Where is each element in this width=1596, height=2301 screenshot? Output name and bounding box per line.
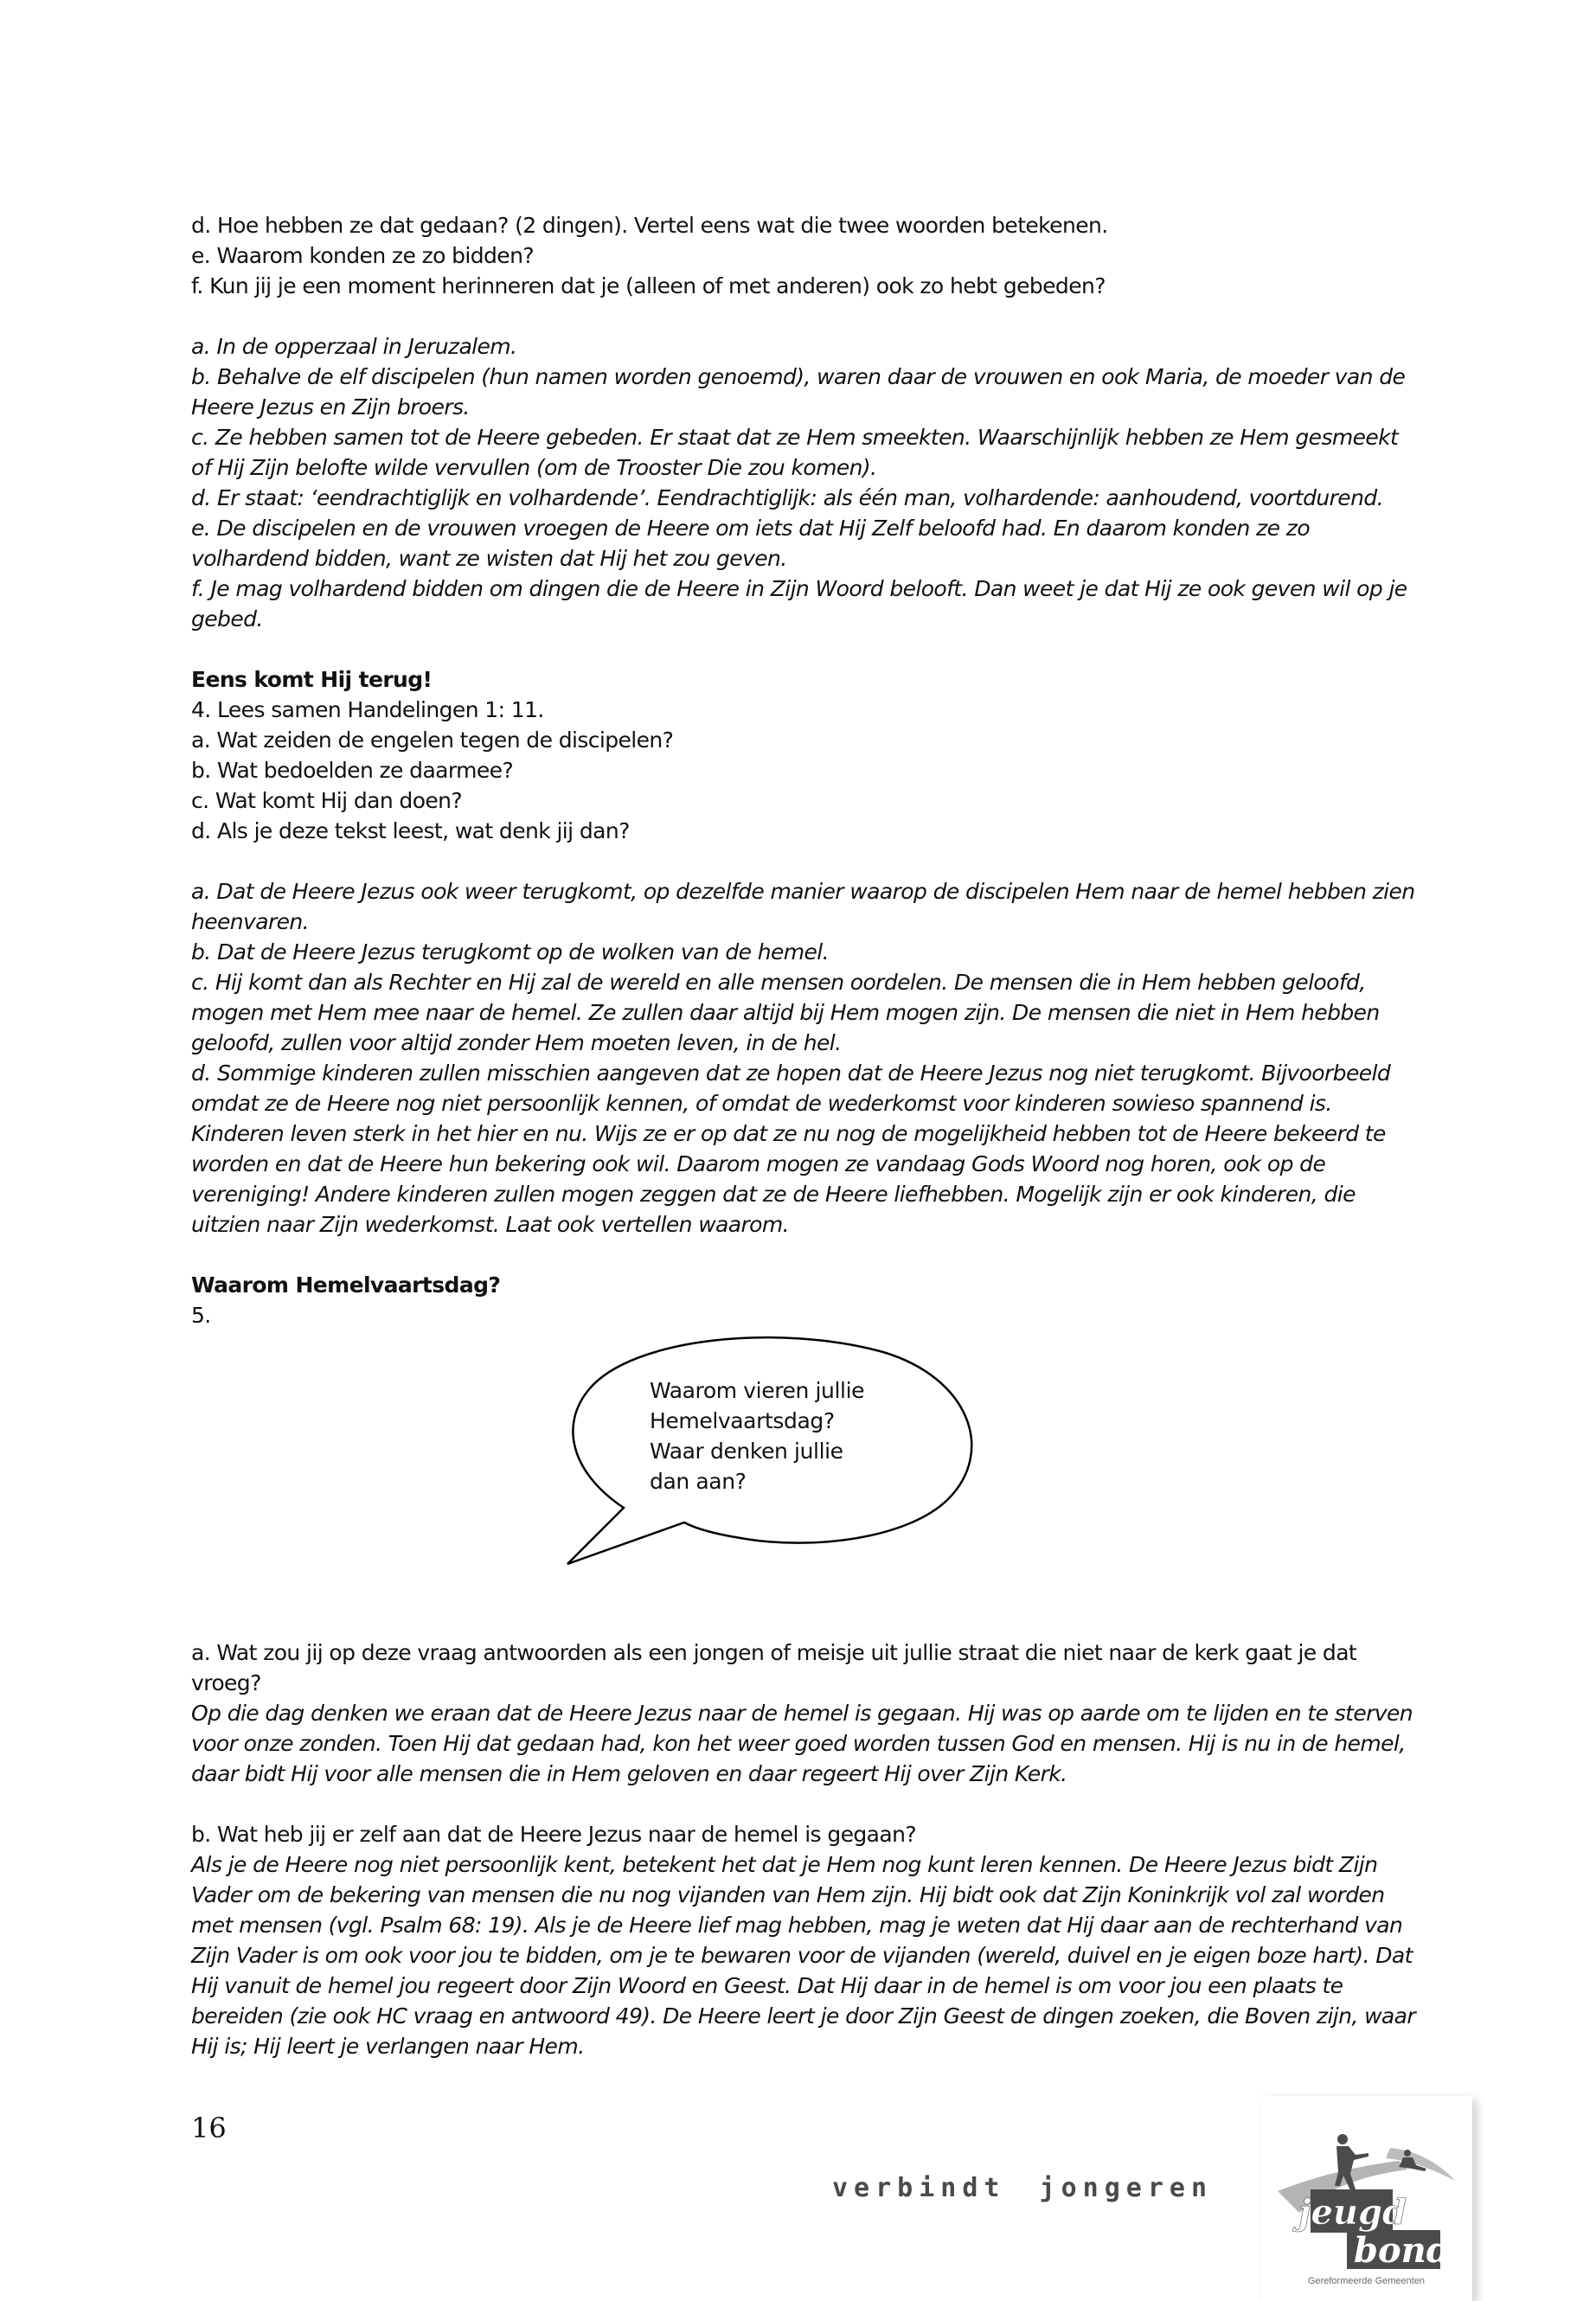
answer-line: Op die dag denken we eraan dat de Heere Jezus naar de hemel is gegaan. Hij was op aarde om te lijden en te sterven voor onze zonden. Toen Hij dat gedaan had, kon het weer goed worden tussen God en mensen. Hij is nu in de hemel, daar bidt Hij voor alle mensen die in Hem geloven en daar regeert Hij over Zijn Kerk. — [191, 1701, 1413, 1786]
logo-subtitle: Gereformeerde Gemeenten — [1307, 2276, 1426, 2286]
bubble-text — [650, 1375, 909, 1497]
answer-line: e. De discipelen en de vrouwen vroegen de Heere om iets dat Hij Zelf beloofd had. En daarom konden ze zo volhardend bidden, want ze wisten dat Hij het zou geven. — [191, 516, 1311, 571]
logo-word-bond: bond — [1354, 2230, 1451, 2271]
question-line: b. Wat bedoelden ze daarmee? — [191, 758, 514, 783]
answer-line: a. In de opperzaal in Jeruzalem. — [191, 334, 517, 359]
jeugdbond-logo — [1260, 2096, 1472, 2301]
speech-bubble — [554, 1330, 987, 1590]
bubble-line: Hemelvaartsdag? — [650, 1408, 835, 1433]
question-line: d. Hoe hebben ze dat gedaan? (2 dingen). Vertel eens wat die twee woorden betekenen. — [191, 213, 1108, 238]
answer-line: Als je de Heere nog niet persoonlijk kent, betekent het dat je Hem nog kunt leren kennen. De Heere Jezus bidt Zijn Vader om de bekering van mensen die nu nog vijanden van Hem zijn. Hij bidt ook dat Zijn Koninkrijk vol zal worden met mensen (vgl. Psalm 68: 19). Als je de Heere lief mag hebben, mag je weten dat Hij daar aan de rechterhand van Zijn Vader is om ook voor jou te bidden, om je te bewaren voor de vijanden (wereld, duivel en je eigen boze hart). Dat Hij vanuit de hemel jou regeert door Zijn Woord en Geest. Dat Hij daar in de hemel is om voor jou een plaats te bereiden (zie ook HC vraag en antwoord 49). De Heere leert je door Zijn Geest de dingen zoeken, die Boven zijn, waar Hij is; Hij leert je verlangen naar Hem. — [191, 1852, 1416, 2059]
spacer — [191, 846, 1420, 876]
page-number: 16 — [191, 2112, 227, 2144]
footer-tagline: verbindt jongeren — [832, 2173, 1214, 2203]
exercise-number: 5. — [191, 1303, 211, 1328]
bubble-line: dan aan? — [650, 1469, 747, 1494]
question-line: d. Als je deze tekst leest, wat denk jij dan? — [191, 818, 630, 843]
exercise-intro: 4. Lees samen Handelingen 1: 11. — [191, 697, 544, 722]
answer-line: c. Hij komt dan als Rechter en Hij zal de wereld en alle mensen oordelen. De mensen die in Hem hebben geloofd, mogen met Hem mee naar de hemel. Ze zullen daar altijd bij Hem mogen zijn. De mensen die niet in Hem hebben geloofd, zullen voor altijd zonder Hem moeten leven, in de hel. — [191, 970, 1380, 1055]
question-line: e. Waarom konden ze zo bidden? — [191, 243, 534, 268]
question-line: a. Wat zou jij op deze vraag antwoorden als een jongen of meisje uit jullie straat die niet naar de kerk gaat je dat vroeg? — [191, 1640, 1357, 1695]
question-line: c. Wat komt Hij dan doen? — [191, 788, 463, 813]
page-content — [191, 210, 1420, 2061]
answer-line: a. Dat de Heere Jezus ook weer terugkomt, op dezelfde manier waarop de discipelen Hem naar de hemel hebben zien heenvaren. — [191, 879, 1415, 934]
spacer — [191, 634, 1420, 664]
answer-line: d. Sommige kinderen zullen misschien aangeven dat ze hopen dat de Heere Jezus nog niet terugkomt. Bijvoorbeeld omdat ze de Heere nog niet persoonlijk kennen, of omdat de wederkomst voor kinderen sowieso spannend is. Kinderen leven sterk in het hier en nu. Wijs ze er op dat ze nu nog de mogelijkheid hebben tot de Heere bekeerd te worden en dat de Heere hun bekering ook wil. Daarom mogen ze vandaag Gods Woord nog horen, ook op de vereniging! Andere kinderen zullen mogen zeggen dat ze de Heere liefhebben. Mogelijk zijn er ook kinderen, die uitzien naar Zijn wederkomst. Laat ook vertellen waarom. — [191, 1061, 1391, 1237]
bubble-line: Waarom vieren jullie — [650, 1378, 865, 1403]
jeugdbond-logo-icon — [1260, 2096, 1472, 2301]
logo-word-jeugd: jeugd — [1298, 2192, 1407, 2233]
spacer — [191, 301, 1420, 331]
answer-line: c. Ze hebben samen tot de Heere gebeden. Er staat dat ze Hem smeekten. Waarschijnlijk hebben ze Hem gesmeekt of Hij Zijn belofte wilde vervullen (om de Trooster Die zou komen). — [191, 425, 1399, 480]
section-heading: Eens komt Hij terug! — [191, 667, 433, 692]
answer-line: b. Dat de Heere Jezus terugkomt op de wolken van de hemel. — [191, 939, 829, 965]
section-heading: Waarom Hemelvaartsdag? — [191, 1272, 501, 1298]
bubble-area — [191, 1330, 1420, 1638]
bubble-line: Waar denken jullie — [650, 1439, 843, 1464]
answer-line: d. Er staat: ‘eendrachtiglijk en volhardende’. Eendrachtiglijk: als één man, volhardende: aanhoudend, voortdurend. — [191, 485, 1383, 510]
question-line: f. Kun jij je een moment herinneren dat je (alleen of met anderen) ook zo hebt gebeden? — [191, 273, 1106, 298]
spacer — [191, 1789, 1420, 1819]
answer-line: b. Behalve de elf discipelen (hun namen worden genoemd), waren daar de vrouwen en ook Maria, de moeder van de Heere Jezus en Zijn broers. — [191, 364, 1406, 420]
question-line: b. Wat heb jij er zelf aan dat de Heere Jezus naar de hemel is gegaan? — [191, 1822, 917, 1847]
answer-line: f. Je mag volhardend bidden om dingen die de Heere in Zijn Woord belooft. Dan weet je dat Hij ze ook geven wil op je gebed. — [191, 576, 1407, 631]
spacer — [191, 1240, 1420, 1270]
question-line: a. Wat zeiden de engelen tegen de discipelen? — [191, 727, 674, 753]
